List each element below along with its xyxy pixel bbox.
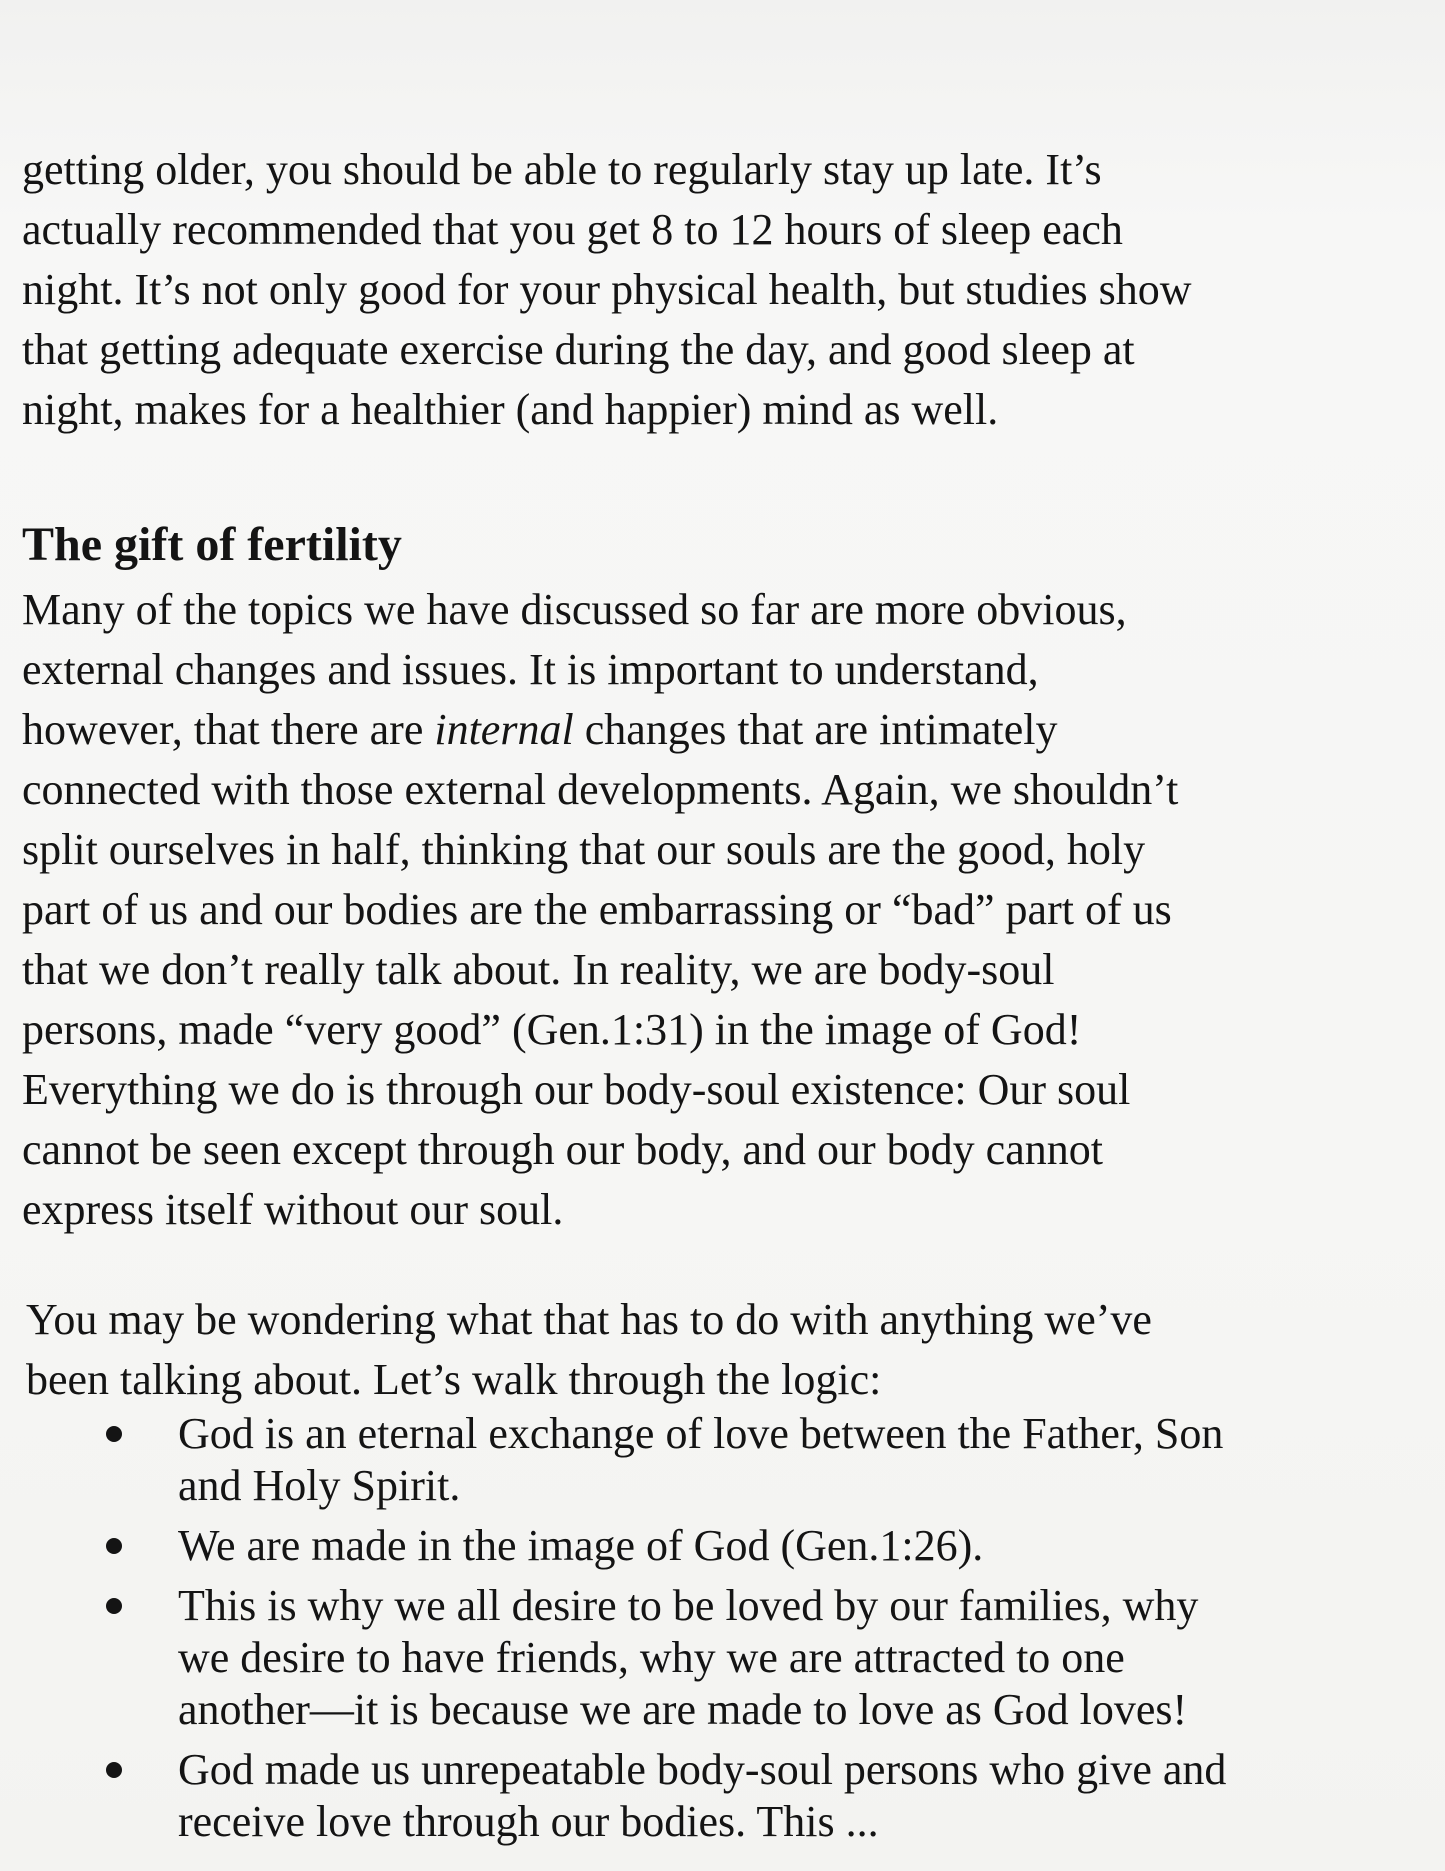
list-item [22,1744,1226,1848]
text-line: express itself without our soul. [22,1185,564,1234]
text-line: split ourselves in half, thinking that our souls are the good, holy [22,825,1146,874]
text-run: however, that there are [22,705,435,754]
text-line: connected with those external developments. Again, we shouldn’t [22,765,1179,814]
bullet-dot-icon [106,1598,122,1614]
text-line: actually recommended that you get 8 to 12 hours of sleep each [22,205,1123,254]
text-line: part of us and our bodies are the embarrassing or “bad” part of us [22,885,1172,934]
text-line: This is why we all desire to be loved by our families, why [178,1581,1199,1630]
text-line: and Holy Spirit. [178,1461,461,1510]
text-line: another—it is because we are made to love as God loves! [178,1685,1188,1734]
text-line: cannot be seen except through our body, and our body cannot [22,1125,1103,1174]
list-item [22,1520,1226,1572]
paragraph-logic-intro [26,1290,1152,1410]
bullet-dot-icon [106,1762,122,1778]
text-line: that getting adequate exercise during the day, and good sleep at [22,325,1135,374]
section-heading: The gift of fertility [22,518,402,571]
text-line: external changes and issues. It is important to understand, [22,645,1039,694]
bullet-dot-icon [106,1426,122,1442]
text-line: God is an eternal exchange of love between the Father, Son [178,1409,1224,1458]
emphasis-internal: internal [434,705,574,754]
text-line: night, makes for a healthier (and happier) mind as well. [22,385,999,434]
text-line: Many of the topics we have discussed so far are more obvious, [22,585,1127,634]
list-item [22,1580,1226,1736]
paragraph-fertility-intro [22,580,1178,1240]
logic-bullet-list [22,1408,1226,1856]
paragraph-sleep [22,140,1192,440]
bullet-dot-icon [106,1538,122,1554]
list-item [22,1408,1226,1512]
text-line: Everything we do is through our body-soul existence: Our soul [22,1065,1131,1114]
text-line [22,700,1178,760]
text-line: getting older, you should be able to regularly stay up late. It’s [22,145,1102,194]
text-line: You may be wondering what that has to do with anything we’ve [26,1295,1152,1344]
text-run: changes that are intimately [573,705,1058,754]
text-line: receive love through our bodies. This ... [178,1797,879,1846]
text-line: night. It’s not only good for your physical health, but studies show [22,265,1192,314]
text-line: persons, made “very good” (Gen.1:31) in the image of God! [22,1005,1082,1054]
text-line: We are made in the image of God (Gen.1:26). [178,1521,984,1570]
text-line: been talking about. Let’s walk through the logic: [26,1355,882,1404]
text-line: we desire to have friends, why we are attracted to one [178,1633,1125,1682]
text-line: that we don’t really talk about. In reality, we are body-soul [22,945,1055,994]
text-line: God made us unrepeatable body-soul persons who give and [178,1745,1227,1794]
